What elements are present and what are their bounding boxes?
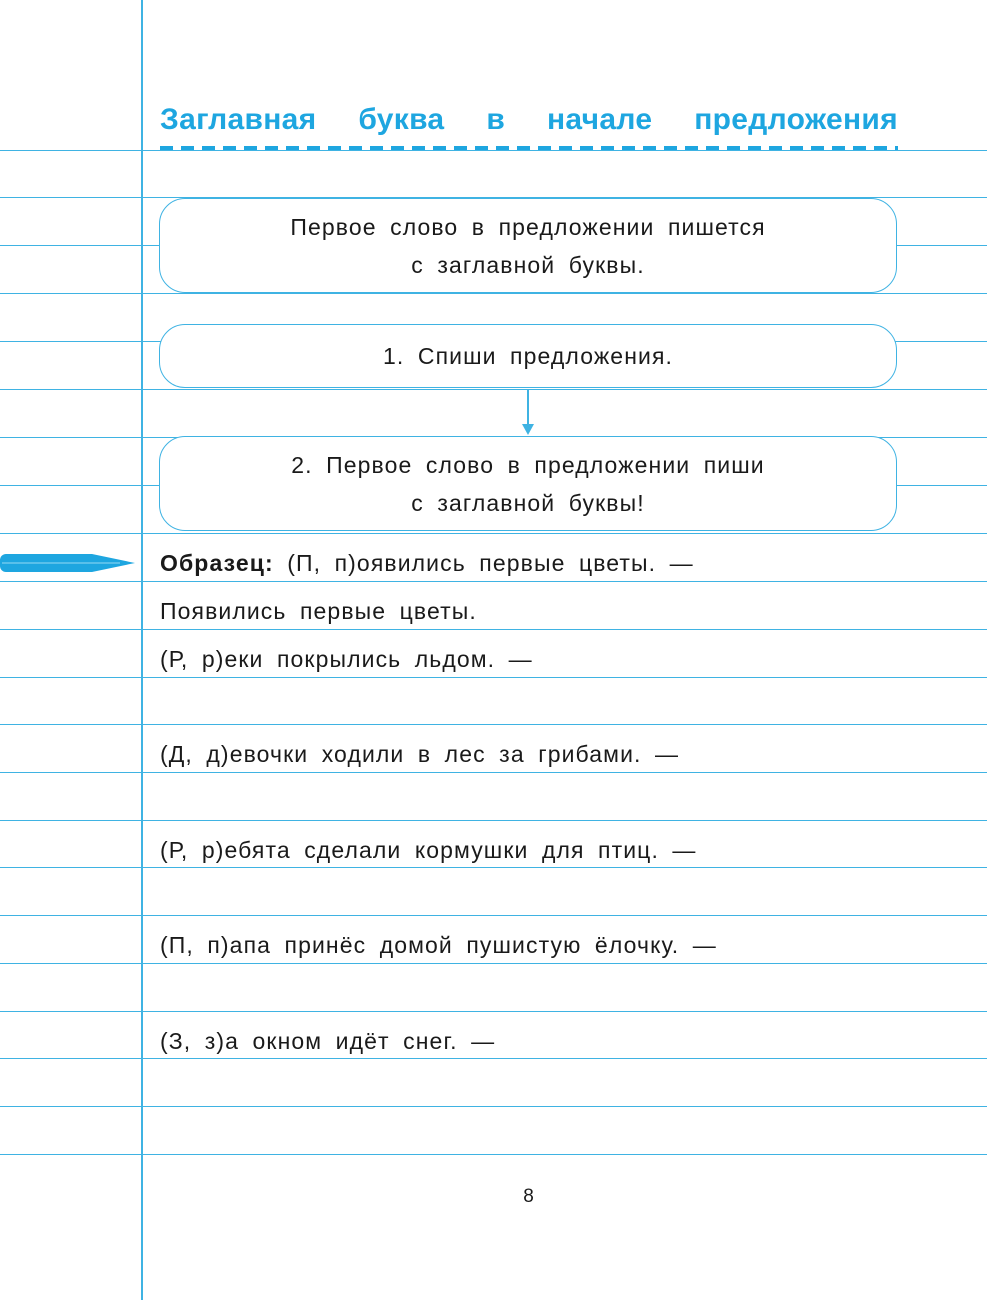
ruled-line	[0, 867, 987, 868]
example-text: (П, п)оявились первые цветы. —	[287, 550, 694, 576]
example-answer: Появились первые цветы.	[160, 598, 477, 624]
ruled-line	[0, 1011, 987, 1012]
ruled-line	[0, 724, 987, 725]
ruled-line	[0, 1154, 987, 1155]
ruled-line	[0, 533, 987, 534]
ruled-line	[0, 820, 987, 821]
ruled-line	[0, 629, 987, 630]
ruled-line	[0, 915, 987, 916]
ruled-line	[0, 963, 987, 964]
step-1-box	[159, 324, 897, 388]
arrow-down-line	[527, 389, 529, 427]
ruled-line	[0, 1058, 987, 1059]
page-title	[160, 98, 898, 142]
margin-line	[141, 0, 143, 1300]
ruled-line	[0, 150, 987, 151]
rule-line-1: Первое слово в предложении пишется	[290, 213, 766, 240]
title-word: Заглавная	[160, 103, 317, 136]
step-2-line-2: с заглавной буквы!	[411, 489, 645, 516]
title-dashed-underline	[160, 146, 898, 150]
ruled-line	[0, 772, 987, 773]
example-label: Образец:	[160, 550, 274, 576]
arrow-down-icon	[522, 424, 534, 435]
title-word: предложения	[694, 103, 898, 136]
title-word: начале	[547, 103, 653, 136]
exercise-sentence: (П, п)апа принёс домой пушистую ёлочку. —	[160, 932, 717, 958]
step-2-line-1: 2. Первое слово в предложении пиши	[291, 451, 765, 478]
rule-line-2: с заглавной буквы.	[411, 251, 645, 278]
exercise-sentence: (Д, д)евочки ходили в лес за грибами. —	[160, 741, 680, 767]
page-number: 8	[523, 1186, 534, 1207]
step-1-text: 1. Спиши предложения.	[382, 343, 673, 369]
title-word: в	[486, 103, 506, 136]
exercise-sentence: (З, з)а окном идёт снег. —	[160, 1028, 496, 1054]
ruled-line	[0, 389, 987, 390]
ruled-line	[0, 677, 987, 678]
exercise-sentence: (Р, р)еки покрылись льдом. —	[160, 646, 533, 672]
pencil-icon	[0, 554, 135, 572]
ruled-line	[0, 581, 987, 582]
ruled-line	[0, 1106, 987, 1107]
exercise-sentence: (Р, р)ебята сделали кормушки для птиц. —	[160, 837, 697, 863]
title-word: буква	[358, 103, 445, 136]
step-2-box	[159, 436, 897, 531]
rule-box	[159, 198, 897, 293]
example-line	[160, 550, 694, 577]
ruled-line	[0, 293, 987, 294]
